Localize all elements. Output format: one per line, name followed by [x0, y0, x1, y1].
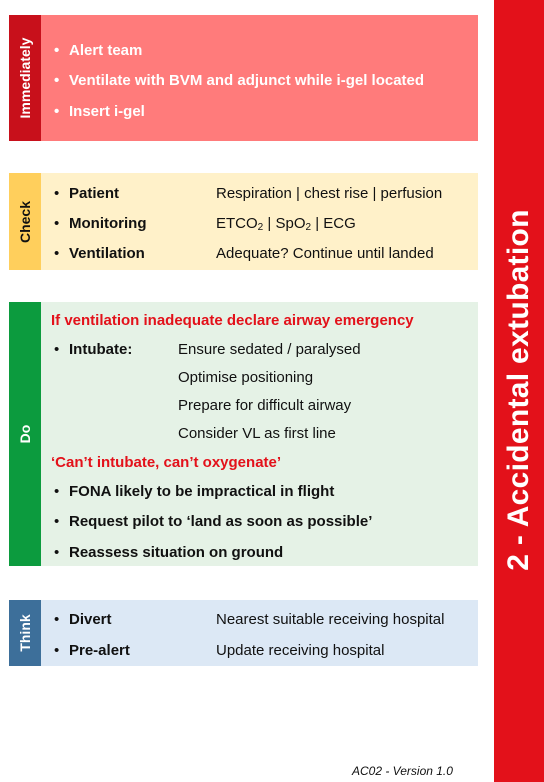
value-subscript: 2 [257, 222, 264, 233]
list-item [41, 481, 478, 503]
intubate-step-row [41, 395, 478, 417]
list-item [41, 40, 478, 62]
item-text: Ventilate with BVM and adjunct while i-gel located [69, 72, 425, 89]
section-tab-think [9, 600, 41, 666]
section-think [9, 600, 478, 666]
warning-line [41, 310, 478, 332]
item-text: FONA likely to be impractical in flight [69, 483, 335, 500]
think-row [41, 609, 478, 631]
section-tab-do [9, 302, 41, 566]
section-immediately [9, 15, 478, 141]
item-text: Alert team [69, 42, 143, 59]
section-check [9, 173, 478, 270]
section-label-do: Do [17, 424, 33, 444]
bullet-icon: • [54, 103, 60, 120]
bullet-icon: • [54, 341, 60, 358]
think-value: Nearest suitable receiving hospital [216, 611, 445, 628]
bullet-icon: • [54, 215, 60, 232]
bullet-icon: • [54, 513, 60, 530]
check-value: Respiration | chest rise | perfusion [216, 185, 443, 202]
value-part: | ECG [311, 215, 356, 232]
bullet-icon: • [54, 642, 60, 659]
section-label-immediately: Immediately [17, 37, 33, 119]
intubate-step: Consider VL as first line [178, 425, 336, 442]
think-label: Pre-alert [69, 642, 130, 659]
section-do [9, 302, 478, 566]
section-label-think: Think [17, 614, 33, 652]
check-row [41, 183, 478, 205]
bullet-icon: • [54, 544, 60, 561]
item-text: Reassess situation on ground [69, 544, 284, 561]
value-part: | SpO [263, 215, 306, 232]
list-item [41, 542, 478, 564]
check-label: Patient [69, 185, 120, 202]
intubate-step-row [41, 367, 478, 389]
intubate-step: Prepare for difficult airway [178, 397, 352, 414]
list-item [41, 70, 478, 92]
bullet-icon: • [54, 483, 60, 500]
value-part: ETCO [216, 215, 258, 232]
think-value: Update receiving hospital [216, 642, 385, 659]
think-label: Divert [69, 611, 112, 628]
airway-emergency-warning: If ventilation inadequate declare airway emergency [51, 312, 414, 329]
intubate-step-row [41, 423, 478, 445]
value-subscript: 2 [305, 222, 312, 233]
list-item [41, 511, 478, 533]
section-tab-check [9, 173, 41, 270]
check-row [41, 243, 478, 265]
bullet-icon: • [54, 245, 60, 262]
intubate-step: Optimise positioning [178, 369, 314, 386]
check-value: Adequate? Continue until landed [216, 245, 434, 262]
section-tab-immediately [9, 15, 41, 141]
section-label-check: Check [17, 200, 33, 243]
think-row [41, 640, 478, 662]
item-text: Request pilot to ‘land as soon as possible’ [69, 513, 373, 530]
bullet-icon: • [54, 42, 60, 59]
item-text: Insert i-gel [69, 103, 145, 120]
cico-warning: ‘Can’t intubate, can’t oxygenate’ [51, 454, 282, 471]
check-label: Monitoring [69, 215, 147, 232]
check-value [216, 213, 356, 235]
list-item [41, 101, 478, 123]
version-footer: AC02 - Version 1.0 [352, 764, 453, 778]
check-row [41, 213, 478, 235]
check-label: Ventilation [69, 245, 145, 262]
intubate-step: Ensure sedated / paralysed [178, 341, 361, 358]
intubate-row [41, 339, 478, 361]
cico-line [41, 452, 478, 474]
intubate-label: Intubate: [69, 341, 133, 358]
bullet-icon: • [54, 611, 60, 628]
bullet-icon: • [54, 185, 60, 202]
bullet-icon: • [54, 72, 60, 89]
document-title: 2 - Accidental extubation [502, 209, 535, 571]
